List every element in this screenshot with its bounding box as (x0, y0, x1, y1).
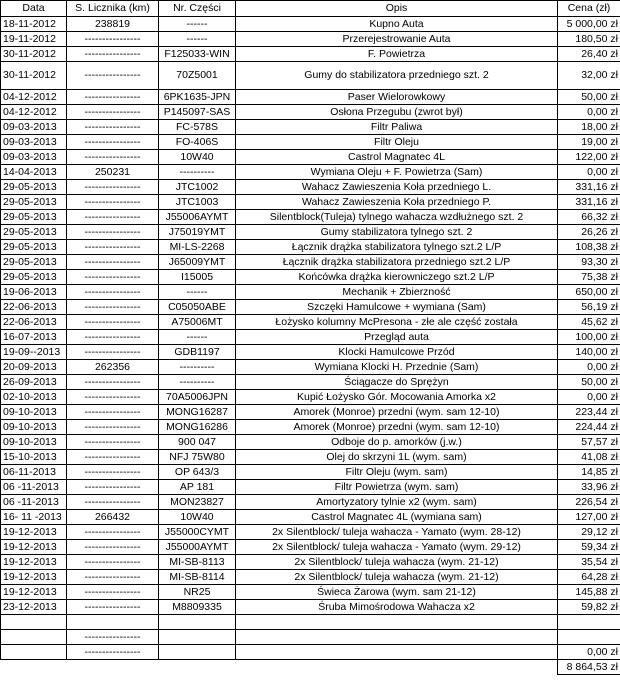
cell-price: 145,88 zł (558, 585, 620, 600)
cell-date: 15-10-2013 (1, 450, 67, 465)
cell-description: Świeca Żarowa (wym. sam 21-12) (236, 585, 558, 600)
cell-description: Filtr Paliwa (236, 120, 558, 135)
cell-date: 29-05-2013 (1, 195, 67, 210)
cell-odometer: 262356 (67, 360, 159, 375)
cell-part-number: MI-LS-2268 (159, 240, 236, 255)
cell-price: 226,54 zł (558, 495, 620, 510)
cell-price: 0,00 zł (558, 105, 620, 120)
cell-price: 66,32 zł (558, 210, 620, 225)
table-row (1, 540, 620, 555)
table-row (1, 390, 620, 405)
cell-date: 30-11-2012 (1, 47, 67, 62)
cell-part-number: 10W40 (159, 510, 236, 525)
table-row (1, 525, 620, 540)
cell-odometer: ---------------- (67, 480, 159, 495)
cell-odometer: 250231 (67, 165, 159, 180)
table-row (1, 120, 620, 135)
table-row (1, 555, 620, 570)
header-row (1, 1, 620, 17)
cell-odometer: ---------------- (67, 135, 159, 150)
cell-price: 45,62 zł (558, 315, 620, 330)
table-row (1, 240, 620, 255)
cell-date: 09-10-2013 (1, 435, 67, 450)
cell-price: 64,28 zł (558, 570, 620, 585)
cell-price (558, 630, 620, 645)
cell-date: 20-09-2013 (1, 360, 67, 375)
cell-description: Szczęki Hamulcowe + wymiana (Sam) (236, 300, 558, 315)
cell-description: 2x Silentblock/ tuleja wahacza (wym. 21-12) (236, 570, 558, 585)
cell-part-number: ------ (159, 285, 236, 300)
table-row (1, 465, 620, 480)
cell-price: 331,16 zł (558, 180, 620, 195)
cell-part-number: J55006AYMT (159, 210, 236, 225)
cell-price: 100,00 zł (558, 330, 620, 345)
cell-odometer: ---------------- (67, 240, 159, 255)
empty-cell (236, 660, 558, 675)
cell-price: 50,00 zł (558, 375, 620, 390)
cell-description: Odboje do p. amorków (j.w.) (236, 435, 558, 450)
cell-part-number: JTC1002 (159, 180, 236, 195)
cell-description: Amorek (Monroe) przedni (wym. sam 12-10) (236, 405, 558, 420)
table-row (1, 360, 620, 375)
cell-part-number: ------ (159, 330, 236, 345)
cell-part-number: C05050ABE (159, 300, 236, 315)
cell-date (1, 645, 67, 660)
table-row (1, 195, 620, 210)
cell-price: 35,54 zł (558, 555, 620, 570)
cell-date: 29-05-2013 (1, 225, 67, 240)
cell-odometer: 266432 (67, 510, 159, 525)
cell-odometer: ---------------- (67, 375, 159, 390)
cell-date: 19-12-2013 (1, 525, 67, 540)
cell-date: 29-05-2013 (1, 210, 67, 225)
cell-date: 19-09--2013 (1, 345, 67, 360)
cell-description: Wahacz Zawieszenia Koła przedniego L. (236, 180, 558, 195)
cell-part-number: J55000CYMT (159, 525, 236, 540)
table-row (1, 150, 620, 165)
cell-odometer: ---------------- (67, 300, 159, 315)
table-row (1, 615, 620, 630)
table-row (1, 47, 620, 62)
cell-price: 26,40 zł (558, 47, 620, 62)
cell-odometer: 238819 (67, 17, 159, 32)
table-row (1, 135, 620, 150)
cell-date: 29-05-2013 (1, 180, 67, 195)
cell-part-number: ---------- (159, 375, 236, 390)
cell-date (1, 630, 67, 645)
cell-price: 108,38 zł (558, 240, 620, 255)
table-row (1, 645, 620, 660)
cell-date: 06-11-2013 (1, 465, 67, 480)
cell-part-number: AP 181 (159, 480, 236, 495)
cell-price: 75,38 zł (558, 270, 620, 285)
table-row (1, 600, 620, 615)
cell-description: Gumy do stabilizatora przedniego szt. 2 (236, 62, 558, 90)
cell-description: Filtr Powietrza (wym. sam) (236, 480, 558, 495)
cell-description (236, 615, 558, 630)
cell-odometer: ---------------- (67, 345, 159, 360)
cell-price: 223,44 zł (558, 405, 620, 420)
cell-price: 29,12 zł (558, 525, 620, 540)
cell-date: 19-12-2013 (1, 555, 67, 570)
cell-price: 0,00 zł (558, 360, 620, 375)
cell-date: 26-09-2013 (1, 375, 67, 390)
cell-odometer: ---------------- (67, 645, 159, 660)
table-row (1, 255, 620, 270)
header-description: Opis (236, 1, 558, 17)
cell-description: Mechanik + Zbierzność (236, 285, 558, 300)
cell-price (558, 615, 620, 630)
cell-date: 22-06-2013 (1, 315, 67, 330)
cell-description: Ściągacze do Sprężyn (236, 375, 558, 390)
table-row (1, 495, 620, 510)
cell-part-number: A75006MT (159, 315, 236, 330)
cell-odometer: ---------------- (67, 270, 159, 285)
cell-odometer: ---------------- (67, 330, 159, 345)
cell-description: Filtr Oleju (wym. sam) (236, 465, 558, 480)
table-row (1, 270, 620, 285)
cell-description: Wymiana Oleju + F. Powietrza (Sam) (236, 165, 558, 180)
cell-odometer: ---------------- (67, 32, 159, 47)
cell-part-number: OP 643/3 (159, 465, 236, 480)
table-row (1, 330, 620, 345)
cell-price: 331,16 zł (558, 195, 620, 210)
cell-description: Łącznik drążka stabilizatora tylnego szt.2 L/P (236, 240, 558, 255)
cell-date: 09-03-2013 (1, 120, 67, 135)
cell-description: Silentblock(Tuleja) tylnego wahacza wzdłużnego szt. 2 (236, 210, 558, 225)
cell-description: Amortyzatory tylnie x2 (wym. sam) (236, 495, 558, 510)
cell-part-number: FO-406S (159, 135, 236, 150)
cell-price: 0,00 zł (558, 645, 620, 660)
cell-odometer: ---------------- (67, 105, 159, 120)
cell-price: 122,00 zł (558, 150, 620, 165)
cell-odometer: ---------------- (67, 405, 159, 420)
cell-part-number: P145097-SAS (159, 105, 236, 120)
cell-description: Osłona Przegubu (zwrot był) (236, 105, 558, 120)
table-row (1, 32, 620, 47)
cell-date: 30-11-2012 (1, 62, 67, 90)
cell-date: 23-12-2013 (1, 600, 67, 615)
cell-date: 19-12-2013 (1, 570, 67, 585)
cell-odometer: ---------------- (67, 62, 159, 90)
cell-price: 5 000,00 zł (558, 17, 620, 32)
cell-date: 09-03-2013 (1, 135, 67, 150)
cell-part-number: MONG16287 (159, 405, 236, 420)
table-row (1, 405, 620, 420)
cell-odometer: ---------------- (67, 555, 159, 570)
cell-price: 14,85 zł (558, 465, 620, 480)
cell-price: 127,00 zł (558, 510, 620, 525)
cell-price: 0,00 zł (558, 390, 620, 405)
cell-description (236, 630, 558, 645)
cell-description: Końcówka drążka kierowniczego szt.2 L/P (236, 270, 558, 285)
table-row (1, 225, 620, 240)
cell-date: 29-05-2013 (1, 240, 67, 255)
cell-description: 2x Silentblock/ tuleja wahacza (wym. 21-12) (236, 555, 558, 570)
cell-part-number: MON23827 (159, 495, 236, 510)
cell-description: F. Powietrza (236, 47, 558, 62)
cell-price: 140,00 zł (558, 345, 620, 360)
cell-odometer: ---------------- (67, 285, 159, 300)
table-row (1, 315, 620, 330)
cell-description: Gumy stabilizatora tylnego szt. 2 (236, 225, 558, 240)
total-row (1, 660, 620, 675)
cell-part-number: JTC1003 (159, 195, 236, 210)
cell-part-number: 900 047 (159, 435, 236, 450)
cell-odometer: ---------------- (67, 210, 159, 225)
cell-description: Filtr Oleju (236, 135, 558, 150)
cell-price: 56,19 zł (558, 300, 620, 315)
cell-description: Klocki Hamulcowe Przód (236, 345, 558, 360)
cell-date: 16-07-2013 (1, 330, 67, 345)
empty-cell (67, 660, 159, 675)
cell-part-number: FC-578S (159, 120, 236, 135)
table-row (1, 450, 620, 465)
cell-price: 59,82 zł (558, 600, 620, 615)
cell-odometer: ---------------- (67, 90, 159, 105)
cell-part-number (159, 645, 236, 660)
cell-price: 19,00 zł (558, 135, 620, 150)
cell-part-number: 10W40 (159, 150, 236, 165)
table-row (1, 510, 620, 525)
cell-odometer: ---------------- (67, 465, 159, 480)
cell-odometer: ---------------- (67, 390, 159, 405)
cell-date: 09-10-2013 (1, 420, 67, 435)
cell-part-number: M8809335 (159, 600, 236, 615)
table-row (1, 630, 620, 645)
cell-description: Paser Wielorowkowy (236, 90, 558, 105)
cell-part-number: I15005 (159, 270, 236, 285)
cell-part-number: MI-SB-8114 (159, 570, 236, 585)
cell-odometer: ---------------- (67, 495, 159, 510)
cell-date: 02-10-2013 (1, 390, 67, 405)
table-row (1, 90, 620, 105)
cell-description: Wymiana Klocki H. Przednie (Sam) (236, 360, 558, 375)
table-row (1, 420, 620, 435)
cell-odometer: ---------------- (67, 255, 159, 270)
cell-description: Przerejestrowanie Auta (236, 32, 558, 47)
table-row (1, 570, 620, 585)
cell-description: Castrol Magnatec 4L (236, 150, 558, 165)
table-row (1, 345, 620, 360)
cell-part-number: ------ (159, 17, 236, 32)
cell-date: 04-12-2012 (1, 105, 67, 120)
cell-odometer: ---------------- (67, 435, 159, 450)
cell-date: 19-06-2013 (1, 285, 67, 300)
cell-part-number: NR25 (159, 585, 236, 600)
cell-odometer: ---------------- (67, 150, 159, 165)
empty-cell (1, 660, 67, 675)
cell-part-number: 70Z5001 (159, 62, 236, 90)
cell-price: 32,00 zł (558, 62, 620, 90)
cell-part-number: J65009YMT (159, 255, 236, 270)
cell-description (236, 645, 558, 660)
table-row (1, 180, 620, 195)
cell-date: 09-03-2013 (1, 150, 67, 165)
cell-part-number: GDB1197 (159, 345, 236, 360)
cell-part-number: ---------- (159, 360, 236, 375)
cell-price: 93,30 zł (558, 255, 620, 270)
cell-part-number: 6PK1635-JPN (159, 90, 236, 105)
cell-price: 18,00 zł (558, 120, 620, 135)
cell-date: 06 -11-2013 (1, 495, 67, 510)
cell-description: Łącznik drążka stabilizatora przedniego szt.2 L/P (236, 255, 558, 270)
cell-part-number: NFJ 75W80 (159, 450, 236, 465)
cell-part-number: ------ (159, 32, 236, 47)
table-row (1, 300, 620, 315)
table-row (1, 435, 620, 450)
total-sum: 8 864,53 zł (558, 660, 620, 675)
cell-odometer: ---------------- (67, 120, 159, 135)
cell-price: 59,34 zł (558, 540, 620, 555)
cell-odometer: ---------------- (67, 450, 159, 465)
cell-odometer: ---------------- (67, 47, 159, 62)
table-row (1, 480, 620, 495)
cell-date: 19-11-2012 (1, 32, 67, 47)
table-row (1, 17, 620, 32)
cell-odometer: ---------------- (67, 570, 159, 585)
cell-description: Castrol Magnatec 4L (wymiana sam) (236, 510, 558, 525)
empty-cell (159, 660, 236, 675)
cell-description: Przegląd auta (236, 330, 558, 345)
cell-description: 2x Silentblock/ tuleja wahacza - Yamato (wym. 29-12) (236, 540, 558, 555)
cell-date: 14-04-2013 (1, 165, 67, 180)
cell-odometer: ---------------- (67, 420, 159, 435)
table-row (1, 165, 620, 180)
cell-date: 18-11-2012 (1, 17, 67, 32)
cell-odometer: ---------------- (67, 195, 159, 210)
cell-odometer: ---------------- (67, 540, 159, 555)
cell-price: 41,08 zł (558, 450, 620, 465)
table-row (1, 375, 620, 390)
cell-description: Kupić Łożysko Gór. Mocowania Amorka x2 (236, 390, 558, 405)
cell-odometer: ---------------- (67, 585, 159, 600)
cell-part-number: J55000AYMT (159, 540, 236, 555)
cell-odometer (67, 615, 159, 630)
cell-date: 09-10-2013 (1, 405, 67, 420)
cell-description: Olej do skrzyni 1L (wym. sam) (236, 450, 558, 465)
header-date: Data (1, 1, 67, 17)
cell-part-number (159, 630, 236, 645)
cell-price: 0,00 zł (558, 165, 620, 180)
cell-date (1, 615, 67, 630)
cell-part-number: F125033-WIN (159, 47, 236, 62)
cell-price: 50,00 zł (558, 90, 620, 105)
cell-date: 04-12-2012 (1, 90, 67, 105)
header-part-number: Nr. Części (159, 1, 236, 17)
cell-price: 180,50 zł (558, 32, 620, 47)
header-odometer: S. Licznika (km) (67, 1, 159, 17)
cell-date: 19-12-2013 (1, 540, 67, 555)
cell-date: 29-05-2013 (1, 270, 67, 285)
table-row (1, 585, 620, 600)
cell-description: Amorek (Monroe) przedni (wym. sam 12-10) (236, 420, 558, 435)
cell-odometer: ---------------- (67, 225, 159, 240)
cell-date: 16- 11 -2013 (1, 510, 67, 525)
cell-date: 29-05-2013 (1, 255, 67, 270)
table-row (1, 62, 620, 90)
cell-description: 2x Silentblock/ tuleja wahacza - Yamato (wym. 28-12) (236, 525, 558, 540)
cell-odometer: ---------------- (67, 180, 159, 195)
cell-part-number: 70A5006JPN (159, 390, 236, 405)
cell-part-number: MI-SB-8113 (159, 555, 236, 570)
cell-date: 06 -11-2013 (1, 480, 67, 495)
cell-price: 224,44 zł (558, 420, 620, 435)
cell-date: 22-06-2013 (1, 300, 67, 315)
cell-part-number (159, 615, 236, 630)
cell-odometer: ---------------- (67, 630, 159, 645)
cell-price: 57,57 zł (558, 435, 620, 450)
header-price: Cena (zł) (558, 1, 620, 17)
cell-description: Kupno Auta (236, 17, 558, 32)
cell-odometer: ---------------- (67, 315, 159, 330)
cell-part-number: MONG16286 (159, 420, 236, 435)
cell-price: 650,00 zł (558, 285, 620, 300)
cell-description: Łożysko kolumny McPresona - złe ale część została (236, 315, 558, 330)
cell-description: Śruba Mimośrodowa Wahacza x2 (236, 600, 558, 615)
cell-price: 33,96 zł (558, 480, 620, 495)
cell-date: 19-12-2013 (1, 585, 67, 600)
cell-price: 26,26 zł (558, 225, 620, 240)
table-row (1, 285, 620, 300)
cell-part-number: J75019YMT (159, 225, 236, 240)
cell-odometer: ---------------- (67, 525, 159, 540)
cell-description: Wahacz Zawieszenia Koła przedniego P. (236, 195, 558, 210)
table-row (1, 210, 620, 225)
cell-part-number: ---------- (159, 165, 236, 180)
table-row (1, 105, 620, 120)
cell-odometer: ---------------- (67, 600, 159, 615)
